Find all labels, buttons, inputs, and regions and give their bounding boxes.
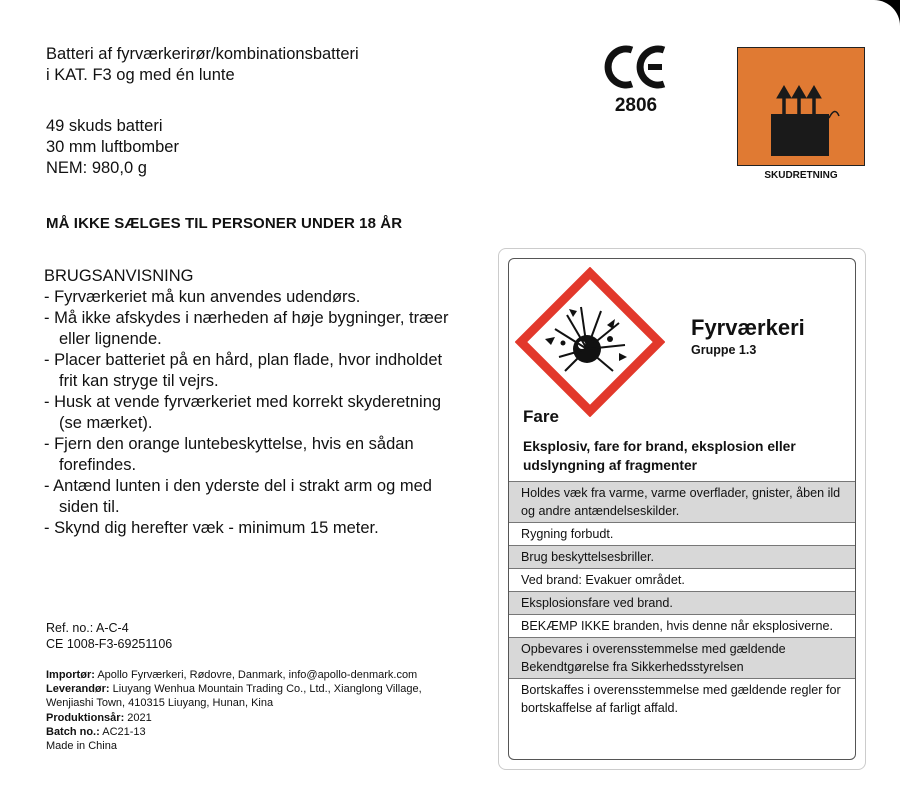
usage-item: - Skynd dig herefter væk - minimum 15 meter. xyxy=(44,519,379,537)
shots-text: 49 skuds batteri xyxy=(46,117,163,135)
ghs-hazard-statement: Eksplosiv, fare for brand, eksplosion eller udslyngning af fragmenter xyxy=(523,439,796,473)
precautionary-statement: Eksplosionsfare ved brand. xyxy=(509,592,855,615)
production-year-line: Produktionsår: 2021 xyxy=(46,711,152,724)
usage-item: - Fyrværkeriet må kun anvendes udendørs. xyxy=(44,288,361,306)
precautionary-statement: Bortskaffes i overensstemmelse med gældende regler for bortskaffelse af farligt affald. xyxy=(521,683,841,715)
precautionary-statement: Brug beskyttelsesbriller. xyxy=(509,546,855,569)
precautionary-statement: Ved brand: Evakuer området. xyxy=(509,569,855,592)
producer-info xyxy=(46,668,466,753)
made-in-line: Made in China xyxy=(46,740,117,753)
ghs-product-title: Fyrværkeri xyxy=(691,315,805,340)
ghs-hazard-panel xyxy=(498,248,866,770)
firing-direction-label: SKUDRETNING xyxy=(764,170,838,181)
product-title-line: Batteri af fyrværkerirør/kombinationsbatteri xyxy=(46,45,359,63)
precautionary-statement: Holdes væk fra varme, varme overflader, gnister, åben ild og andre antændelseskilder. xyxy=(509,482,855,523)
ce-notified-body-number: 2806 xyxy=(614,95,658,116)
precautionary-statement: Opbevares i overensstemmelse med gældende Bekendtgørelse fra Sikkerhedsstyrelsen xyxy=(509,638,855,679)
exploding-bomb-icon xyxy=(515,267,665,417)
ref-number: Ref. no.: A-C-4 xyxy=(46,621,129,635)
firing-direction-symbol xyxy=(737,47,865,166)
ghs-hazard-group: Gruppe 1.3 xyxy=(691,343,757,357)
usage-item: - Fjern den orange luntebeskyttelse, hvis en sådan forefindes. xyxy=(44,435,414,474)
precautionary-statement: BEKÆMP IKKE branden, hvis denne når eksplosiverne. xyxy=(509,615,855,638)
batch-line: Batch no.: AC21-13 xyxy=(46,725,146,738)
nem-text: NEM: 980,0 g xyxy=(46,159,147,177)
ghs-signal-word: Fare xyxy=(523,407,559,426)
precautionary-statement: Rygning forbudt. xyxy=(509,523,855,546)
usage-item: - Antænd lunten i den yderste del i strakt arm og med siden til. xyxy=(44,477,432,516)
product-title-line: i KAT. F3 og med én lunte xyxy=(46,66,235,84)
firing-direction-icon xyxy=(738,48,864,165)
age-warning: MÅ IKKE SÆLGES TIL PERSONER UNDER 18 ÅR xyxy=(46,215,403,232)
importer-line: Importør: Apollo Fyrværkeri, Rødovre, Danmark, info@apollo-denmark.com xyxy=(46,669,418,681)
ce-number: CE 1008-F3-69251106 xyxy=(46,637,173,651)
usage-instructions xyxy=(44,266,464,539)
usage-item: - Placer batteriet på en hård, plan flade, hvor indholdet frit kan stryge til vejrs. xyxy=(44,351,443,390)
ce-mark-icon xyxy=(602,42,670,92)
usage-heading: BRUGSANVISNING xyxy=(44,267,194,285)
product-specs xyxy=(46,116,346,179)
usage-item: - Husk at vende fyrværkeriet med korrekt skyderetning (se mærket). xyxy=(44,393,442,432)
supplier-line: Leverandør: Liuyang Wenhua Mountain Trading Co., Ltd., Xianglong Village, Wenjiashi Town, 410315 Liuyang, Hunan, Kina xyxy=(46,683,422,710)
usage-item: - Må ikke afskydes i nærheden af høje bygninger, træer eller lignende. xyxy=(44,309,449,348)
ghs-hazard-box xyxy=(508,258,856,760)
precautionary-statements xyxy=(509,481,855,719)
reference-numbers xyxy=(46,620,172,652)
caliber-text: 30 mm luftbomber xyxy=(46,138,179,156)
product-title xyxy=(46,44,466,86)
ce-mark xyxy=(592,42,680,117)
